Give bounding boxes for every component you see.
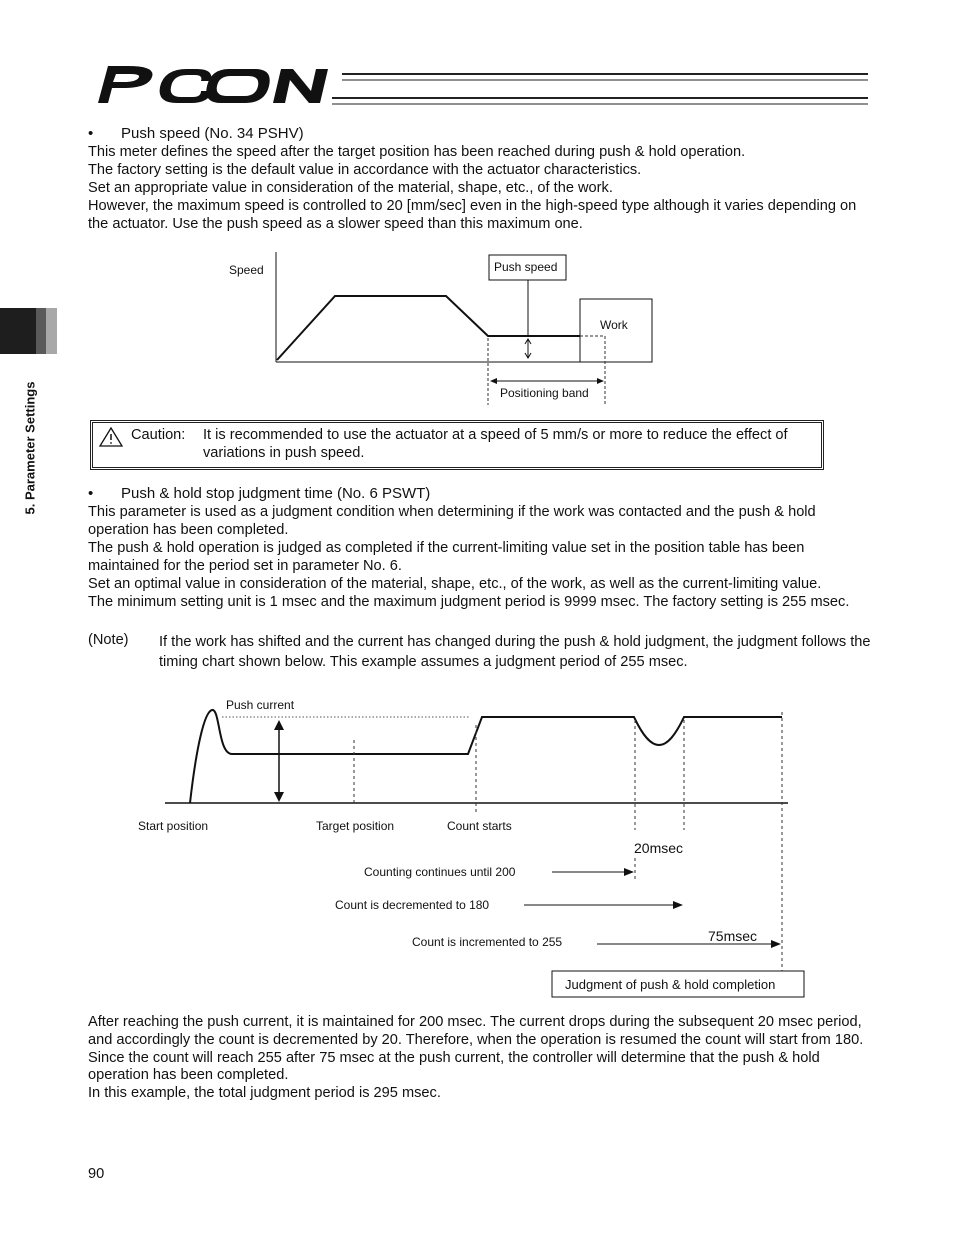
push-current-label: Push current <box>226 698 295 712</box>
work-label: Work <box>600 318 628 332</box>
stop-judgment-line-4: The minimum setting unit is 1 msec and the maximum judgment period is 9999 msec. The factory setting is 255 msec. <box>88 594 850 610</box>
section-title: Push & hold stop judgment time (No. 6 PSWT) <box>121 485 431 502</box>
pcon-logo <box>0 0 954 115</box>
push-speed-line-4: However, the maximum speed is controlled to 20 [mm/sec] even in the high-speed type although it varies depending on the actuator. Use the push speed as a slower speed than this maximum one. <box>88 198 857 232</box>
judgment-label: Judgment of push & hold completion <box>565 977 776 992</box>
caution-label: Caution: <box>131 427 186 443</box>
header <box>0 0 954 115</box>
decremented-label: Count is decremented to 180 <box>335 898 490 912</box>
push-speed-line-3: Set an appropriate value in consideration of the material, shape, etc., of the work. <box>88 180 613 196</box>
stop-judgment-line-3: Set an optimal value in consideration of the material, shape, etc., of the work, as well as the current-limiting value. <box>88 576 822 592</box>
counting-continues-label: Counting continues until 200 <box>364 865 516 879</box>
timing-chart-figure <box>0 690 954 1010</box>
bullet-glyph: • <box>88 125 94 142</box>
page-number: 90 <box>88 1166 105 1182</box>
push-speed-line-2: The factory setting is the default value in accordance with the actuator characteristics. <box>88 162 642 178</box>
warning-icon <box>99 427 123 447</box>
start-position-label: Start position <box>138 819 209 833</box>
summary-total: In this example, the total judgment period is 295 msec. <box>88 1085 441 1101</box>
speed-profile-diagram <box>0 240 954 410</box>
push-speed-line-1: This meter defines the speed after the target position has been reached during push & hold operation. <box>88 144 746 160</box>
stop-judgment-line-2: The push & hold operation is judged as completed if the current-limiting value set in the position table has been maintained for the period set in parameter No. 6. <box>88 540 805 574</box>
summary-paragraph: After reaching the push current, it is maintained for 200 msec. The current drops during the subsequent 20 msec period, and accordingly the count is decremented by 20. Therefore, when the operation is resumed the count will start from 180. Since the count will reach 255 after 75 msec at the push current, the controller will determine that the push & hold operation has been completed. <box>88 1014 864 1084</box>
timing-chart-diagram <box>0 690 954 1010</box>
speed-profile-figure <box>0 240 954 410</box>
speed-axis-label: Speed <box>229 263 264 277</box>
count-starts-label: Count starts <box>447 819 512 833</box>
note-text: If the work has shifted and the current has changed during the push & hold judgment, the judgment follows the timing chart shown below. This example assumes a judgment period of 255 msec. <box>159 634 871 670</box>
target-position-label: Target position <box>316 819 395 833</box>
incremented-label: Count is incremented to 255 <box>412 935 563 949</box>
msec75-label: 75msec <box>708 928 758 944</box>
caution-text: It is recommended to use the actuator at a speed of 5 mm/s or more to reduce the effect of variations in push speed. <box>203 427 788 461</box>
bullet-glyph: • <box>88 485 94 502</box>
positioning-band-label: Positioning band <box>500 386 589 400</box>
caution-box <box>90 420 824 470</box>
push-speed-label: Push speed <box>494 260 558 274</box>
msec20-label: 20msec <box>634 840 684 856</box>
stop-judgment-line-1: This parameter is used as a judgment condition when determining if the work was contacted and the push & hold operation has been completed. <box>88 504 816 538</box>
note-label: (Note) <box>88 632 129 648</box>
section-label: 5. Parameter Settings <box>22 381 38 515</box>
section-title: Push speed (No. 34 PSHV) <box>121 125 304 142</box>
